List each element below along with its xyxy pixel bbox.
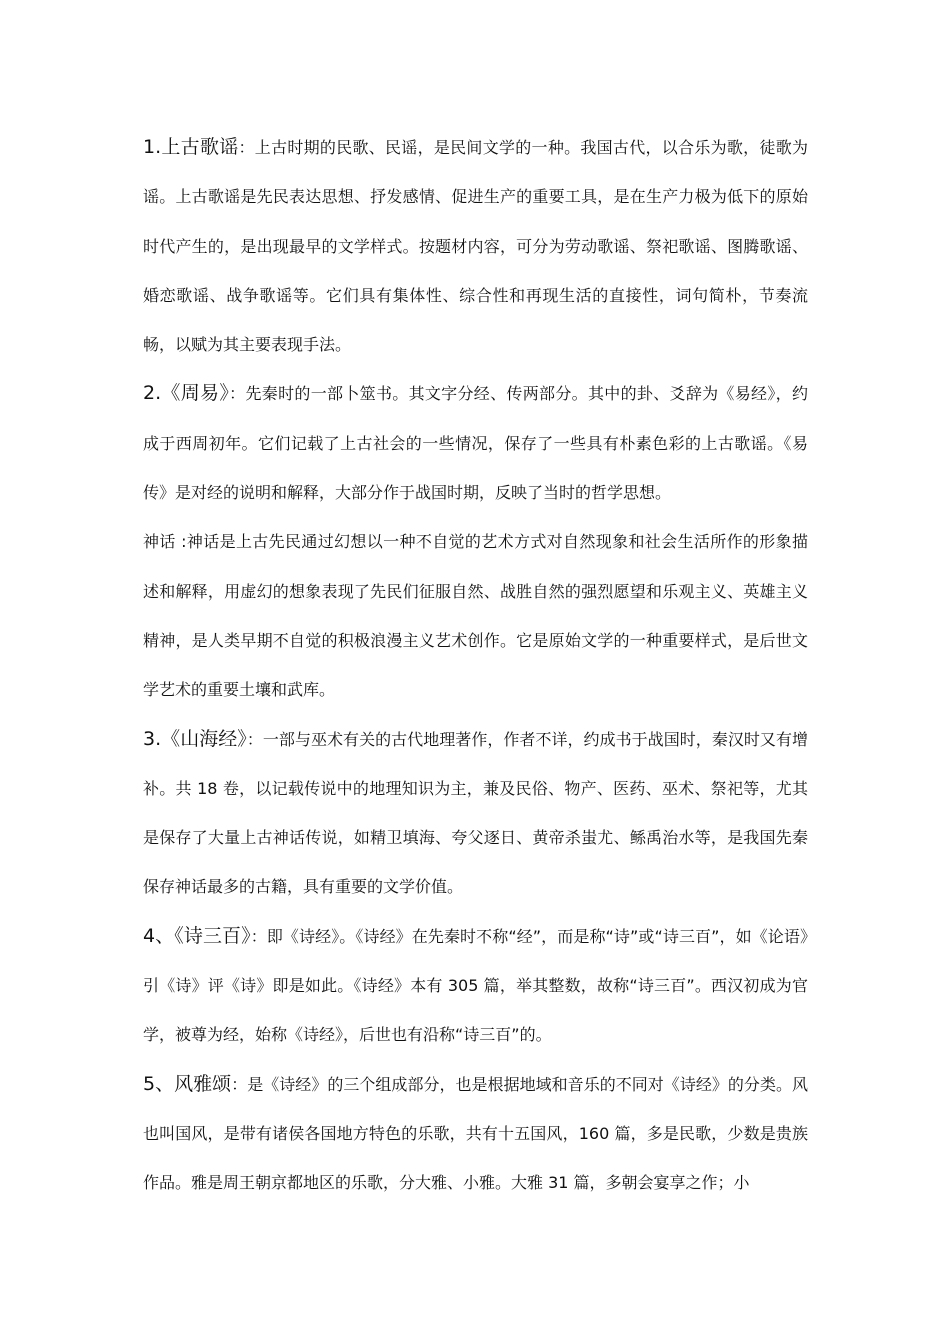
entry-term: 2.《周易》 (143, 382, 230, 405)
entry-text: ：一部与巫术有关的古代地理著作，作者不详，约成书于战国时，秦汉时又有增补。共 18 卷，以记载传说中的地理知识为主，兼及民俗、物产、医药、巫术、祭祀等，尤其是保存了大量上古神话传说，如精卫填海、夸父逐日、黄帝杀蚩尤、鲧禹治水等，是我国先秦保存神话最多的古籍，具有重要的文学价值。 (143, 729, 808, 897)
entry-term: 3.《山海经》 (143, 727, 247, 750)
entry-term: 4、《诗三百》 (143, 924, 251, 947)
entry-text: ：上古时期的民歌、民谣，是民间文学的一种。我国古代，以合乐为歌，徒歌为谣。上古歌谣是先民表达思想、抒发感情、促进生产的重要工具，是在生产力极为低下的原始时代产生的，是出现最早的文学样式。按题材内容，可分为劳动歌谣、祭祀歌谣、图腾歌谣、婚恋歌谣、战争歌谣等。它们具有集体性、综合性和再现生活的直接性，词句简朴，节奏流畅，以赋为其主要表现手法。 (143, 138, 808, 355)
entry-shisanbai (143, 912, 808, 1060)
entry-text: ：是《诗经》的三个组成部分，也是根据地域和音乐的不同对《诗经》的分类。风也叫国风，是带有诸侯各国地方特色的乐歌，共有十五国风，160 篇，多是民歌，少数是贵族作品。雅是周王朝京都地区的乐歌，分大雅、小雅。大雅 31 篇，多朝会宴享之作；小 (143, 1074, 808, 1193)
entry-text: ：即《诗经》。《诗经》在先秦时不称“经”，而是称“诗”或“诗三百”，如《论语》引《诗》评《诗》即是如此。《诗经》本有 305 篇，举其整数，故称“诗三百”。西汉初成为官学，被尊为经，始称《诗经》，后世也有沿称“诗三百”的。 (143, 926, 808, 1045)
entry-fengyasong (143, 1060, 808, 1208)
entry-term: 5、风雅颂 (143, 1072, 232, 1095)
entry-shenhua (143, 517, 808, 714)
entry-shanggu-geyao (143, 123, 808, 369)
entry-text: 神话 :神话是上古先民通过幻想以一种不自觉的艺术方式对自然现象和社会生活所作的形象描述和解释，用虚幻的想象表现了先民们征服自然、战胜自然的强烈愿望和乐观主义、英雄主义精神，是人类早期不自觉的积极浪漫主义艺术创作。它是原始文学的一种重要样式，是后世文学艺术的重要土壤和武库。 (143, 532, 808, 700)
entry-term: 1.上古歌谣 (143, 136, 239, 158)
entry-shanhaijing (143, 715, 808, 912)
entry-zhouyi (143, 369, 808, 517)
entry-text: ：先秦时的一部卜筮书。其文字分经、传两部分。其中的卦、爻辞为《易经》，约成于西周初年。它们记载了上古社会的一些情况，保存了一些具有朴素色彩的上古歌谣。《易传》是对经的说明和解释，大部分作于战国时期，反映了当时的哲学思想。 (143, 384, 808, 503)
document-body (143, 123, 808, 1208)
